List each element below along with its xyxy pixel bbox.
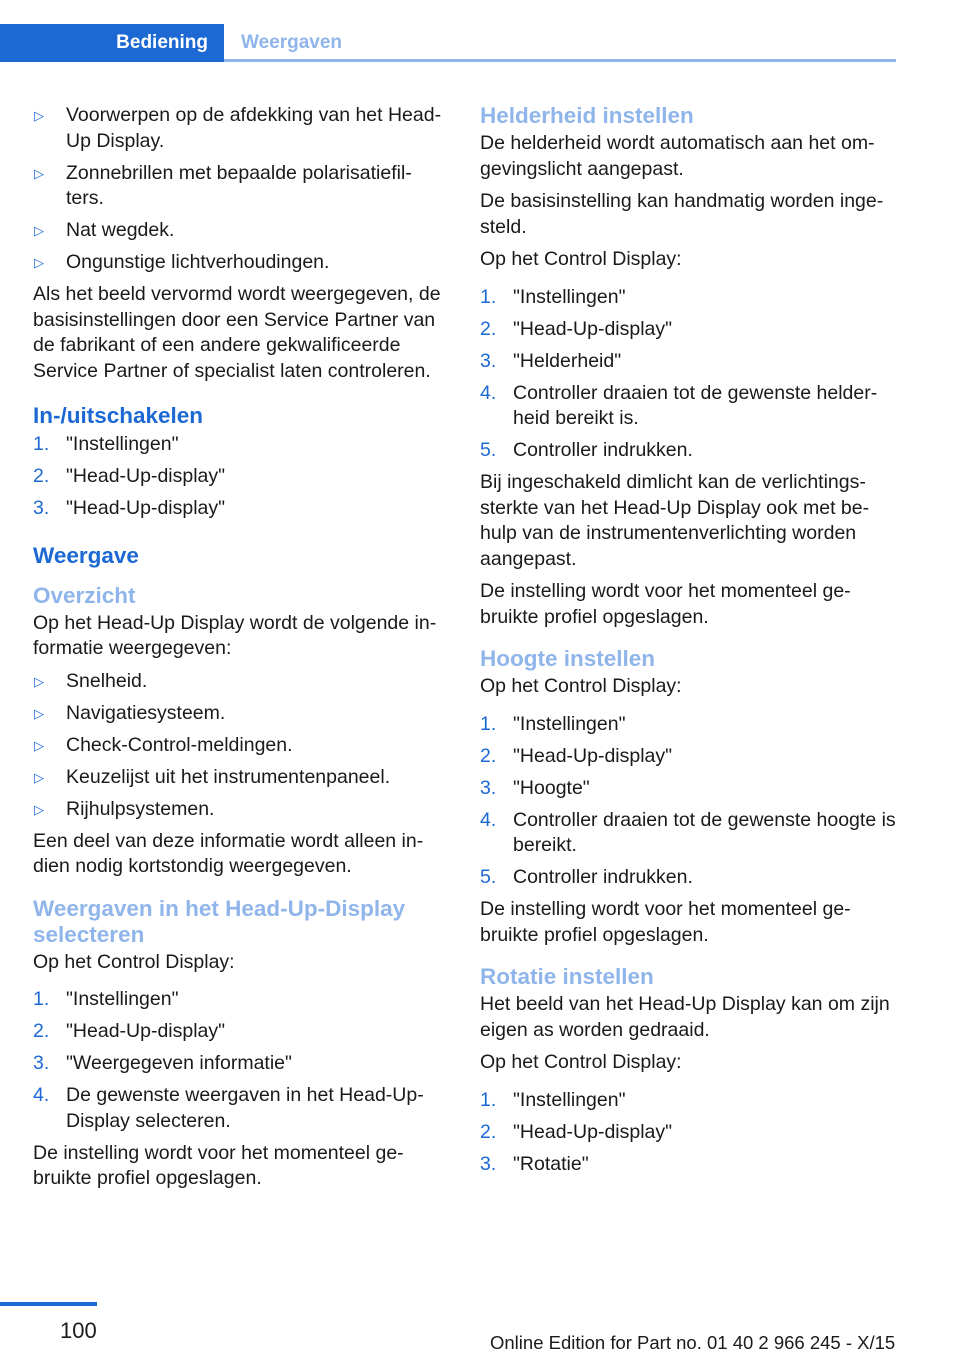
paragraph-distortion: Als het beeld vervormd wordt weergegeven, de basisinstellingen door een Service Partner van de fabrikant of een andere gekwalificeerde Service Partner of specialist laten controleren. bbox=[33, 283, 441, 382]
paragraph-hoogte-saved: De instelling wordt voor het momenteel ge-bruikte profiel opgeslagen. bbox=[480, 898, 851, 946]
paragraph-hoogte-control: Op het Control Display: bbox=[480, 675, 682, 697]
step-item bbox=[33, 464, 447, 490]
bullet-item-text: Nat wegdek. bbox=[66, 219, 175, 241]
paragraph-rotatie-control: Op het Control Display: bbox=[480, 1051, 682, 1073]
page-number: 100 bbox=[60, 1318, 97, 1343]
heading-hoogte: Hoogte instellen bbox=[480, 646, 656, 671]
step-item bbox=[480, 349, 896, 375]
bullet-item-text: Voorwerpen op de afdekking van het Head-Up Display. bbox=[66, 104, 442, 152]
step-item bbox=[480, 712, 896, 738]
step-text: "Head-Up-display" bbox=[66, 1020, 226, 1042]
step-number: 3. bbox=[480, 776, 497, 799]
triangle-right-icon: ▷ bbox=[34, 108, 44, 123]
step-text: "Head-Up-display" bbox=[66, 465, 226, 487]
left-column bbox=[33, 103, 447, 1199]
step-number: 5. bbox=[480, 866, 497, 888]
tab-weergaven-label: Weergaven bbox=[241, 32, 343, 53]
steps-in-uitschakelen bbox=[33, 432, 447, 522]
step-text: "Instellingen" bbox=[513, 285, 626, 308]
step-number: 2. bbox=[33, 1020, 50, 1042]
step-text: De gewenste weergaven in het Head-Up-Display selecteren. bbox=[66, 1084, 424, 1132]
step-text: "Instellingen" bbox=[66, 988, 179, 1010]
steps-hoogte bbox=[480, 712, 896, 891]
step-item bbox=[480, 808, 896, 859]
step-item bbox=[33, 1083, 447, 1134]
bullet-item bbox=[33, 250, 447, 276]
step-text: "Hoogte" bbox=[513, 776, 590, 799]
step-text: Controller indrukken. bbox=[513, 866, 693, 888]
heading-weergave: Weergave bbox=[33, 542, 139, 568]
triangle-right-icon: ▷ bbox=[34, 255, 44, 270]
triangle-right-icon: ▷ bbox=[34, 165, 44, 181]
paragraph-temporary: Een deel van deze informatie wordt alleen in-dien nodig kortstondig weergegeven. bbox=[33, 829, 424, 877]
step-number: 1. bbox=[480, 1088, 497, 1111]
bullet-item-text: Check-Control-meldingen. bbox=[66, 733, 293, 756]
step-item bbox=[480, 317, 896, 343]
heading-overzicht: Overzicht bbox=[33, 582, 136, 608]
step-number: 5. bbox=[480, 439, 497, 461]
step-item bbox=[480, 285, 896, 311]
bullet-item-text: Snelheid. bbox=[66, 669, 148, 692]
bullet-list-causes bbox=[33, 103, 447, 276]
step-text: Controller draaien tot de gewenste helder-heid bereikt is. bbox=[513, 381, 878, 429]
step-item bbox=[33, 496, 447, 522]
triangle-right-icon: ▷ bbox=[34, 705, 44, 721]
paragraph-rotatie: Het beeld van het Head-Up Display kan om zijn eigen as worden gedraaid. bbox=[480, 993, 890, 1041]
step-item bbox=[33, 1051, 447, 1077]
triangle-right-icon: ▷ bbox=[34, 769, 44, 785]
step-text: Controller indrukken. bbox=[513, 439, 693, 461]
step-item bbox=[480, 1120, 896, 1146]
step-text: "Head-Up-display" bbox=[513, 744, 673, 767]
step-item bbox=[480, 744, 896, 770]
step-text: "Instellingen" bbox=[513, 1088, 626, 1111]
steps-rotatie bbox=[480, 1088, 896, 1178]
step-number: 2. bbox=[480, 317, 497, 340]
bullet-item bbox=[33, 733, 447, 759]
step-number: 1. bbox=[33, 433, 50, 455]
step-item bbox=[33, 1019, 447, 1045]
triangle-right-icon: ▷ bbox=[34, 223, 44, 238]
step-item bbox=[480, 1152, 896, 1178]
step-item bbox=[33, 432, 447, 458]
bullet-item-text: Keuzelijst uit het instrumentenpaneel. bbox=[66, 765, 391, 788]
right-column bbox=[480, 103, 896, 1184]
heading-weergaven-selecteren: Weergaven in het Head-Up-Display selecteren bbox=[33, 895, 406, 947]
bullet-item bbox=[33, 103, 447, 154]
bullet-item bbox=[33, 797, 447, 823]
header-divider bbox=[224, 59, 896, 62]
bullet-item bbox=[33, 218, 447, 244]
step-item bbox=[480, 438, 896, 464]
paragraph-control-display: Op het Control Display: bbox=[33, 950, 235, 973]
step-text: "Head-Up-display" bbox=[513, 1120, 673, 1143]
heading-rotatie: Rotatie instellen bbox=[480, 964, 654, 989]
step-text: Controller draaien tot de gewenste hoogte is bereikt. bbox=[513, 808, 896, 856]
step-item bbox=[480, 865, 896, 891]
bullet-item-text: Rijhulpsystemen. bbox=[66, 797, 215, 820]
step-item bbox=[480, 381, 896, 432]
step-text: "Instellingen" bbox=[513, 712, 626, 735]
step-text: "Head-Up-display" bbox=[66, 497, 226, 519]
bullet-item bbox=[33, 765, 447, 791]
step-number: 2. bbox=[33, 465, 50, 487]
steps-helderheid bbox=[480, 285, 896, 464]
step-number: 1. bbox=[480, 285, 497, 308]
paragraph-helderheid-saved: De instelling wordt voor het momenteel ge-bruikte profiel opgeslagen. bbox=[480, 580, 851, 628]
footer-accent-line bbox=[0, 1302, 97, 1306]
paragraph-overzicht: Op het Head-Up Display wordt de volgende in-formatie weergegeven: bbox=[33, 611, 437, 659]
paragraph-helderheid-manual: De basisinstelling kan handmatig worden inge-steld. bbox=[480, 190, 884, 238]
step-number: 4. bbox=[33, 1084, 50, 1106]
step-number: 4. bbox=[480, 808, 497, 831]
step-text: "Helderheid" bbox=[513, 349, 622, 372]
tab-bediening-label: Bediening bbox=[116, 32, 208, 53]
bullet-item bbox=[33, 669, 447, 695]
bullet-item-text: Ongunstige lichtverhoudingen. bbox=[66, 251, 330, 273]
tab-weergaven[interactable] bbox=[241, 24, 342, 62]
bullet-item-text: Zonnebrillen met bepaalde polarisatiefil-ters. bbox=[66, 161, 412, 209]
triangle-right-icon: ▷ bbox=[34, 801, 44, 817]
steps-selecteren bbox=[33, 987, 447, 1134]
paragraph-helderheid-control: Op het Control Display: bbox=[480, 248, 682, 270]
step-number: 4. bbox=[480, 381, 497, 404]
step-number: 3. bbox=[480, 1152, 497, 1175]
step-number: 3. bbox=[480, 349, 497, 372]
step-number: 3. bbox=[33, 1052, 50, 1074]
bullet-item-text: Navigatiesysteem. bbox=[66, 701, 226, 724]
step-text: "Weergegeven informatie" bbox=[66, 1052, 292, 1074]
step-number: 3. bbox=[33, 497, 50, 519]
step-item bbox=[480, 776, 896, 802]
heading-in-uitschakelen: In-/uitschakelen bbox=[33, 403, 204, 428]
tab-bediening[interactable] bbox=[0, 24, 224, 62]
paragraph-helderheid-auto: De helderheid wordt automatisch aan het om-gevingslicht aangepast. bbox=[480, 132, 875, 180]
paragraph-dimlicht: Bij ingeschakeld dimlicht kan de verlichtings-sterkte van het Head-Up Display ook met be-hulp van de instrumentenverlichting worden aangepast. bbox=[480, 471, 870, 570]
step-number: 1. bbox=[33, 988, 50, 1010]
step-item bbox=[33, 987, 447, 1013]
triangle-right-icon: ▷ bbox=[34, 737, 44, 753]
heading-helderheid: Helderheid instellen bbox=[480, 103, 694, 128]
step-text: "Rotatie" bbox=[513, 1152, 589, 1175]
bullet-item bbox=[33, 161, 447, 212]
step-number: 2. bbox=[480, 744, 497, 767]
bullet-item bbox=[33, 701, 447, 727]
step-number: 2. bbox=[480, 1120, 497, 1143]
bullet-list-info bbox=[33, 669, 447, 823]
paragraph-profile-saved: De instelling wordt voor het momenteel ge-bruikte profiel opgeslagen. bbox=[33, 1141, 404, 1189]
triangle-right-icon: ▷ bbox=[34, 673, 44, 689]
step-text: "Instellingen" bbox=[66, 433, 179, 455]
step-item bbox=[480, 1088, 896, 1114]
step-number: 1. bbox=[480, 712, 497, 735]
edition-text: Online Edition for Part no. 01 40 2 966 245 - X/15 bbox=[490, 1332, 896, 1353]
step-text: "Head-Up-display" bbox=[513, 317, 673, 340]
